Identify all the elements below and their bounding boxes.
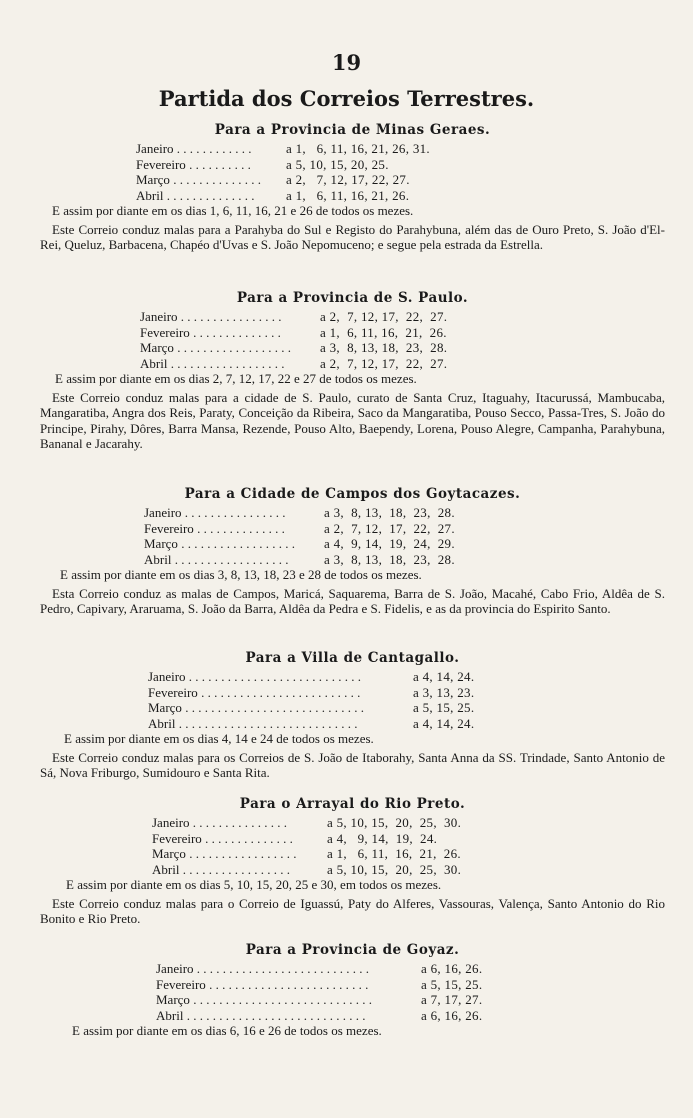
month-label: Março . . . . . . . . . . . . . . . . . <box>152 846 297 861</box>
month-label: Janeiro . . . . . . . . . . . . <box>136 141 252 156</box>
section-summary: E assim por diante em os dias 6, 16 e 26 de todos os mezes. <box>72 1023 382 1038</box>
days-list: a 4, 14, 24. <box>413 669 475 684</box>
page-number: 19 <box>331 50 362 75</box>
schedule-row <box>136 172 665 188</box>
section-description: Este Correio conduz malas para os Correios de S. João de Itaborahy, Santa Anna da SS. Trindade, Santo Antonio de Sá, Nova Friburgo, Sumidouro e Santa Rita. <box>40 749 665 780</box>
month-label: Fevereiro . . . . . . . . . . . . . . <box>140 324 281 340</box>
schedule-table <box>40 309 665 371</box>
days-list: a 4, 9, 14, 19, 24, 29. <box>324 536 455 551</box>
schedule-row <box>136 141 665 157</box>
days-list: a 4, 14, 24. <box>413 715 475 731</box>
days-list: a 3, 8, 13, 18, 23, 28. <box>324 551 455 567</box>
dot-leader: . . . . . . . . . . . . . . . . <box>177 309 282 324</box>
month-label: Março . . . . . . . . . . . . . . . . . . <box>140 340 291 355</box>
month-label: Fevereiro . . . . . . . . . . . . . . <box>144 520 285 536</box>
days-list: a 7, 17, 27. <box>421 992 483 1007</box>
schedule-row <box>148 716 665 732</box>
section-heading: Para a Provincia de Goyaz. <box>245 942 460 958</box>
days-list: a 1, 6, 11, 16, 21, 26, 31. <box>286 141 430 156</box>
dot-leader: . . . . . . . . . . . . . . <box>193 520 285 536</box>
dot-leader: . . . . . . . . . . . . . . . . . . . . . . . . . <box>205 976 369 992</box>
dot-leader: . . . . . . . . . . . . <box>173 141 252 156</box>
dot-leader: . . . . . . . . . . . . . . . . . <box>179 861 290 877</box>
month-label: Abril . . . . . . . . . . . . . . . . . . . . . . . . . . . . <box>156 1007 366 1023</box>
schedule-row <box>140 340 665 356</box>
days-list: a 5, 10, 15, 20, 25, 30. <box>327 815 462 830</box>
month-label: Março . . . . . . . . . . . . . . . . . . . . . . . . . . . . <box>148 700 364 715</box>
dot-leader: . . . . . . . . . . . . . . . . . . . . . . . . . . . <box>185 669 362 684</box>
month-label: Março . . . . . . . . . . . . . . . . . . <box>144 536 295 551</box>
schedule-row <box>144 521 665 537</box>
days-list: a 1, 6, 11, 16, 21, 26. <box>286 187 410 203</box>
section-minas-geraes <box>40 122 665 253</box>
schedule-row <box>148 700 665 716</box>
dot-leader: . . . . . . . . . . . . . . . . . . . . . . . . . . . . <box>189 992 372 1007</box>
schedule-row <box>144 536 665 552</box>
dot-leader: . . . . . . . . . . . . . . . . <box>181 505 286 520</box>
section-goyaz <box>40 942 665 1039</box>
days-list: a 2, 7, 12, 17, 22, 27. <box>320 309 448 324</box>
schedule-row <box>148 669 665 685</box>
days-list: a 5, 15, 25. <box>413 700 475 715</box>
dot-leader: . . . . . . . . . . . . . . <box>163 187 255 203</box>
dot-leader: . . . . . . . . . . . . . . . . . <box>185 846 297 861</box>
schedule-row <box>156 977 665 993</box>
dot-leader: . . . . . . . . . . . . . . . . . . <box>177 536 295 551</box>
month-label: Abril . . . . . . . . . . . . . . . . . . <box>140 355 285 371</box>
days-list: a 1, 6, 11, 16, 21, 26. <box>320 324 447 340</box>
schedule-row <box>144 552 665 568</box>
dot-leader: . . . . . . . . . . . . . . . . . . . . . . . . . . . <box>193 961 370 976</box>
schedule-row <box>144 505 665 521</box>
days-list: a 3, 8, 13, 18, 23, 28. <box>324 505 455 520</box>
section-summary: E assim por diante em os dias 1, 6, 11, 16, 21 e 26 de todos os mezes. <box>52 203 414 218</box>
schedule-row <box>140 309 665 325</box>
section-rio-preto <box>40 796 665 927</box>
dot-leader: . . . . . . . . . . <box>185 156 251 172</box>
days-list: a 6, 16, 26. <box>421 1007 483 1023</box>
section-summary: E assim por diante em os dias 4, 14 e 24 de todos os mezes. <box>64 731 374 746</box>
schedule-table <box>40 505 665 567</box>
dot-leader: . . . . . . . . . . . . . . <box>189 324 281 340</box>
dot-leader: . . . . . . . . . . . . . . . . . . . . . . . . . . . . <box>181 700 364 715</box>
dot-leader: . . . . . . . . . . . . . . <box>169 172 261 187</box>
schedule-row <box>140 356 665 372</box>
section-heading: Para a Provincia de Minas Geraes. <box>214 122 491 138</box>
month-label: Fevereiro . . . . . . . . . . . . . . . . . . . . . . . . . <box>156 976 369 992</box>
month-label: Fevereiro . . . . . . . . . . . . . . . . . . . . . . . . . <box>148 684 361 700</box>
schedule-row <box>136 188 665 204</box>
days-list: a 2, 7, 12, 17, 22, 27. <box>286 172 410 187</box>
schedule-row <box>152 815 665 831</box>
section-heading: Para a Cidade de Campos dos Goytacazes. <box>184 486 521 502</box>
dot-leader: . . . . . . . . . . . . . . . . . . <box>173 340 291 355</box>
section-summary: E assim por diante em os dias 2, 7, 12, 17, 22 e 27 de todos os mezes. <box>55 371 417 386</box>
days-list: a 2, 7, 12, 17, 22, 27. <box>324 520 455 536</box>
page-title: Partida dos Correios Terrestres. <box>158 86 535 111</box>
section-summary: E assim por diante em os dias 3, 8, 13, 18, 23 e 28 de todos os mezes. <box>60 567 422 582</box>
section-description: Esta Correio conduz as malas de Campos, Maricá, Saquarema, Barra de S. João, Macahé, Cabo Frio, Aldêa de S. Pedro, Capivary, Araruama, S. João da Barra, Aldêa da Pedra e S. Fidelis, e as da provincia do Espirito Santo. <box>40 585 665 616</box>
days-list: a 3, 8, 13, 18, 23, 28. <box>320 340 448 355</box>
section-description: Este Correio conduz malas para o Correio de Iguassú, Paty do Alferes, Vassouras, Valença, Santo Antonio do Rio Bonito e Rio Preto. <box>40 895 665 926</box>
days-list: a 5, 10, 15, 20, 25, 30. <box>327 861 462 877</box>
days-list: a 4, 9, 14, 19, 24. <box>327 830 438 846</box>
dot-leader: . . . . . . . . . . . . . . . . . . <box>167 355 285 371</box>
section-description: Este Correio conduz malas para a Parahyba do Sul e Registo do Parahybuna, além das de Ouro Preto, S. João d'El-Rei, Queluz, Barbacena, Chapéo d'Uvas e S. João Nepomuceno; e segue pela estrada da Estrella. <box>40 221 665 252</box>
month-label: Março . . . . . . . . . . . . . . . . . . . . . . . . . . . . <box>156 992 372 1007</box>
schedule-table <box>40 669 665 731</box>
days-list: a 5, 10, 15, 20, 25. <box>286 156 389 172</box>
schedule-table <box>40 141 665 203</box>
schedule-table <box>40 961 665 1023</box>
month-label: Janeiro . . . . . . . . . . . . . . . . . . . . . . . . . . . <box>156 961 370 976</box>
section-heading: Para a Provincia de S. Paulo. <box>236 290 469 306</box>
section-cantagallo <box>40 650 665 781</box>
schedule-row <box>152 862 665 878</box>
days-list: a 2, 7, 12, 17, 22, 27. <box>320 355 448 371</box>
section-heading: Para o Arrayal do Rio Preto. <box>239 796 466 812</box>
section-sao-paulo <box>40 290 665 452</box>
month-label: Abril . . . . . . . . . . . . . . <box>136 187 255 203</box>
month-label: Janeiro . . . . . . . . . . . . . . . . <box>144 505 286 520</box>
dot-leader: . . . . . . . . . . . . . . . <box>189 815 288 830</box>
schedule-row <box>136 157 665 173</box>
days-list: a 5, 15, 25. <box>421 976 483 992</box>
section-heading: Para a Villa de Cantagallo. <box>245 650 460 666</box>
schedule-row <box>152 846 665 862</box>
section-campos <box>40 486 665 617</box>
month-label: Janeiro . . . . . . . . . . . . . . . . . . . . . . . . . . . <box>148 669 362 684</box>
days-list: a 1, 6, 11, 16, 21, 26. <box>327 846 461 861</box>
schedule-row <box>152 831 665 847</box>
dot-leader: . . . . . . . . . . . . . . . . . . . . . . . . . . . . <box>183 1007 366 1023</box>
month-label: Fevereiro . . . . . . . . . . . . . . <box>152 830 293 846</box>
schedule-row <box>156 1008 665 1024</box>
month-label: Abril . . . . . . . . . . . . . . . . . . <box>144 551 289 567</box>
schedule-row <box>140 325 665 341</box>
month-label: Março . . . . . . . . . . . . . . <box>136 172 261 187</box>
section-description: Este Correio conduz malas para a cidade de S. Paulo, curato de Santa Cruz, Itaguahy, Itacurussá, Mambucaba, Mangaratiba, Angra dos Reis, Paraty, Conceição da Ribeira, Saco da Mangaratiba, Pouso Secco, Passa-Tres, S. João do Principe, Pirahy, Dôres, Barra Mansa, Rezende, Pouso Alto, Baependy, Lorena, Pouso Alegre, Campanha, Parahybuna, Bananal e Jacarahy. <box>40 389 665 451</box>
dot-leader: . . . . . . . . . . . . . . . . . . . . . . . . . <box>197 684 361 700</box>
month-label: Fevereiro . . . . . . . . . . <box>136 156 251 172</box>
month-label: Janeiro . . . . . . . . . . . . . . . <box>152 815 288 830</box>
month-label: Abril . . . . . . . . . . . . . . . . . . . . . . . . . . . . <box>148 715 358 731</box>
days-list: a 3, 13, 23. <box>413 684 475 700</box>
schedule-row <box>156 961 665 977</box>
dot-leader: . . . . . . . . . . . . . . . . . . <box>171 551 289 567</box>
month-label: Abril . . . . . . . . . . . . . . . . . <box>152 861 290 877</box>
section-summary: E assim por diante em os dias 5, 10, 15, 20, 25 e 30, em todos os mezes. <box>66 877 442 892</box>
dot-leader: . . . . . . . . . . . . . . . . . . . . . . . . . . . . <box>175 715 358 731</box>
schedule-table <box>40 815 665 877</box>
month-label: Janeiro . . . . . . . . . . . . . . . . <box>140 309 282 324</box>
dot-leader: . . . . . . . . . . . . . . <box>201 830 293 846</box>
schedule-row <box>148 685 665 701</box>
days-list: a 6, 16, 26. <box>421 961 483 976</box>
schedule-row <box>156 992 665 1008</box>
